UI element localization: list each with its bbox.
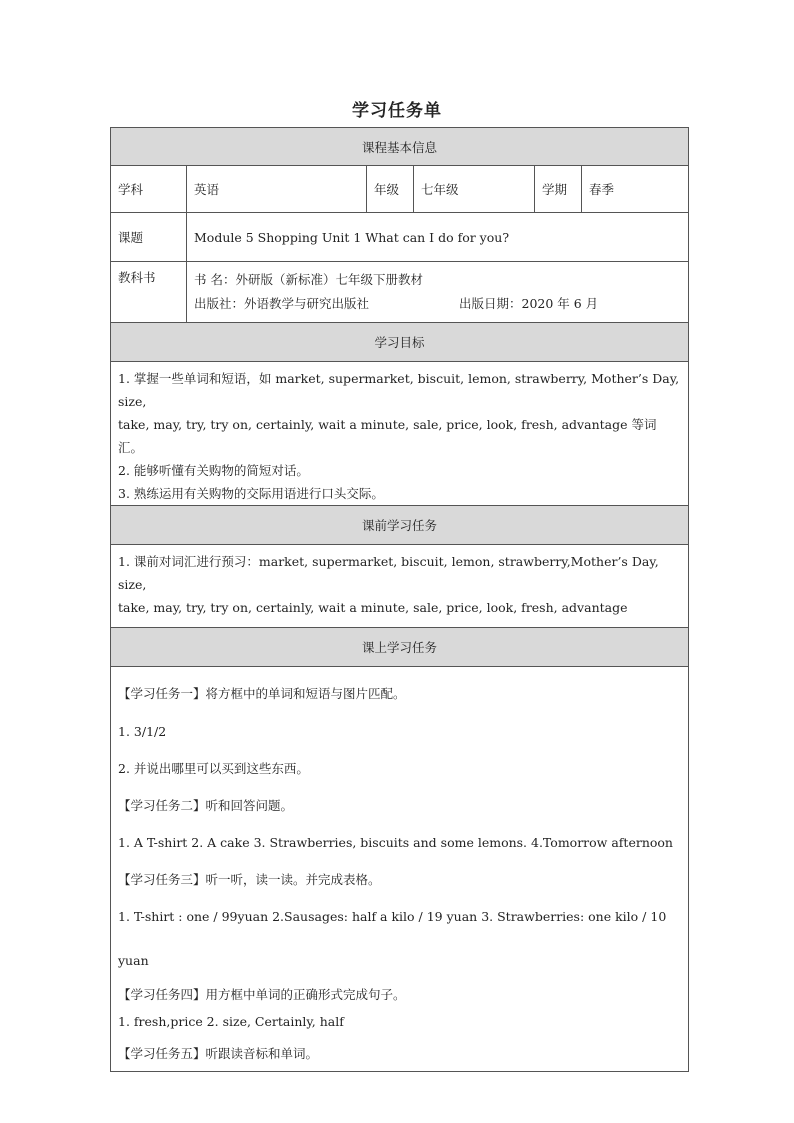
- task3-title: 【学习任务三】听一听，读一读。并完成表格。: [118, 872, 381, 887]
- publisher-row: [194, 292, 681, 316]
- subject-value: 英语: [187, 166, 367, 213]
- book-name-line: 书 名：外研版（新标准）七年级下册教材: [194, 272, 423, 287]
- textbook-info: [187, 262, 689, 323]
- task4-answer: 1. fresh,price 2. size, Certainly, half: [118, 1014, 344, 1029]
- section-header-objectives: 学习目标: [111, 323, 689, 362]
- publication-date: 出版日期：2020 年 6 月: [459, 296, 599, 311]
- task2-title: 【学习任务二】听和回答问题。: [118, 798, 294, 813]
- section-header-basic-info: 课程基本信息: [111, 128, 689, 166]
- objective-line: 2. 能够听懂有关购物的简短对话。: [118, 463, 309, 478]
- textbook-label: 教科书: [111, 262, 187, 323]
- publisher-line: 出版社：外语教学与研究出版社: [194, 296, 370, 311]
- task-sheet-table: [110, 127, 689, 1072]
- grade-label: 年级: [367, 166, 414, 213]
- pre-task-line: take, may, try, try on, certainly, wait a minute, sale, price, look, fresh, advantage: [118, 600, 628, 615]
- task1-answer: 1. 3/1/2: [118, 724, 167, 739]
- task1-answer-2: 2. 并说出哪里可以买到这些东西。: [118, 761, 309, 776]
- objective-line: 3. 熟练运用有关购物的交际用语进行口头交际。: [118, 486, 384, 501]
- grade-value: 七年级: [414, 166, 535, 213]
- pre-class-content: [111, 545, 689, 628]
- pre-task-line: 1. 课前对词汇进行预习：market, supermarket, biscuit, lemon, strawberry,Mother’s Day, size,: [118, 554, 659, 592]
- term-label: 学期: [535, 166, 582, 213]
- objectives-content: [111, 362, 689, 506]
- objective-line: take, may, try, try on, certainly, wait a minute, sale, price, look, fresh, advantage 等词汇。: [118, 417, 657, 455]
- task5-title: 【学习任务五】听跟读音标和单词。: [118, 1046, 319, 1061]
- page-title: 学习任务单: [352, 101, 442, 121]
- term-value: 春季: [582, 166, 689, 213]
- section-header-pre-class: 课前学习任务: [111, 506, 689, 545]
- section-header-in-class: 课上学习任务: [111, 628, 689, 667]
- task3-answer: 1. T-shirt : one / 99yuan 2.Sausages: half a kilo / 19 yuan 3. Strawberries: one kilo / 10 yuan: [118, 909, 667, 968]
- task1-title: 【学习任务一】将方框中的单词和短语与图片匹配。: [118, 686, 406, 701]
- task4-title: 【学习任务四】用方框中单词的正确形式完成句子。: [118, 987, 406, 1002]
- in-class-content: [111, 667, 689, 1072]
- task2-answer: 1. A T-shirt 2. A cake 3. Strawberries, biscuits and some lemons. 4.Tomorrow afternoon: [118, 835, 673, 850]
- subject-label: 学科: [111, 166, 187, 213]
- topic-label: 课题: [111, 213, 187, 262]
- objective-line: 1. 掌握一些单词和短语，如 market, supermarket, biscuit, lemon, strawberry, Mother’s Day, size,: [118, 371, 680, 409]
- topic-value: Module 5 Shopping Unit 1 What can I do for you?: [187, 213, 689, 262]
